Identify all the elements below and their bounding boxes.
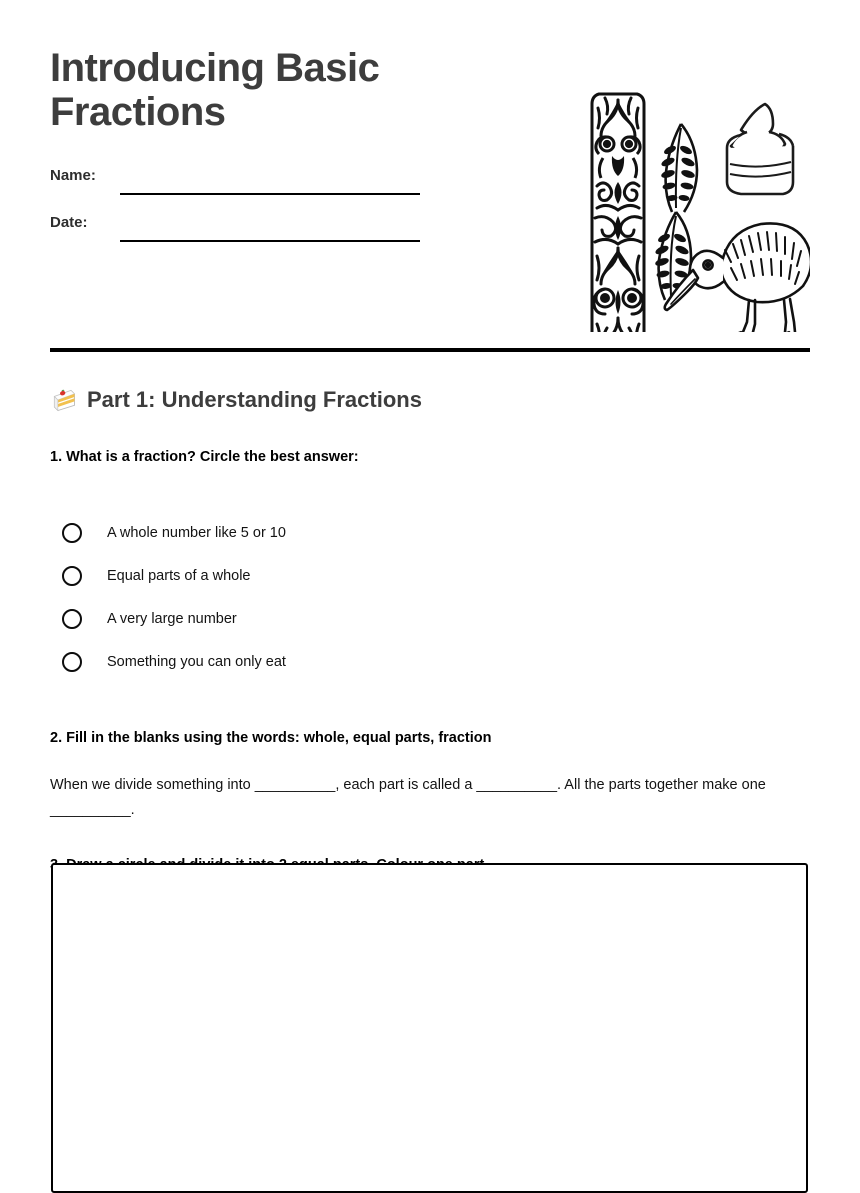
- cake-slice-emoji: [50, 386, 78, 414]
- page-title: Introducing Basic Fractions: [50, 46, 380, 134]
- date-field-row: [50, 214, 450, 261]
- option-row[interactable]: [50, 598, 810, 641]
- question-1-options: [50, 512, 810, 684]
- header-illustration: [545, 52, 810, 332]
- option-label: Equal parts of a whole: [107, 567, 251, 584]
- maori-carved-panel-icon: [592, 94, 644, 332]
- question-3-drawing-area[interactable]: [51, 863, 808, 1193]
- worksheet-content: [50, 386, 810, 876]
- option-label: Something you can only eat: [107, 653, 286, 670]
- cake-slice-line-drawing-icon: [727, 104, 793, 194]
- radio-circle-icon[interactable]: [62, 652, 82, 672]
- question-2-body[interactable]: When we divide something into __________, each part is called a __________. All the parts together make one __________.: [50, 777, 766, 819]
- question-2-block: [50, 729, 810, 823]
- title-block: [50, 46, 450, 261]
- part1-heading: Part 1: Understanding Fractions: [87, 387, 422, 412]
- date-field-writing-line[interactable]: [120, 240, 420, 242]
- option-row[interactable]: [50, 555, 810, 598]
- part1-section-header: [50, 386, 810, 414]
- name-field-writing-line[interactable]: [120, 193, 420, 195]
- option-label: A very large number: [107, 610, 237, 627]
- worksheet-header: [50, 46, 810, 331]
- option-row[interactable]: [50, 641, 810, 684]
- question-2-prompt: 2. Fill in the blanks using the words: whole, equal parts, fraction: [50, 729, 492, 746]
- name-field-row: [50, 167, 450, 214]
- radio-circle-icon[interactable]: [62, 566, 82, 586]
- question-1-prompt: 1. What is a fraction? Circle the best answer:: [50, 449, 359, 465]
- header-divider-rule: [50, 348, 810, 352]
- kiwi-bird-icon: [665, 223, 810, 332]
- option-label: A whole number like 5 or 10: [107, 524, 286, 541]
- radio-circle-icon[interactable]: [62, 523, 82, 543]
- name-field-label: Name:: [50, 167, 96, 184]
- radio-circle-icon[interactable]: [62, 609, 82, 629]
- student-fields: [50, 167, 450, 261]
- option-row[interactable]: [50, 512, 810, 555]
- date-field-label: Date:: [50, 214, 88, 231]
